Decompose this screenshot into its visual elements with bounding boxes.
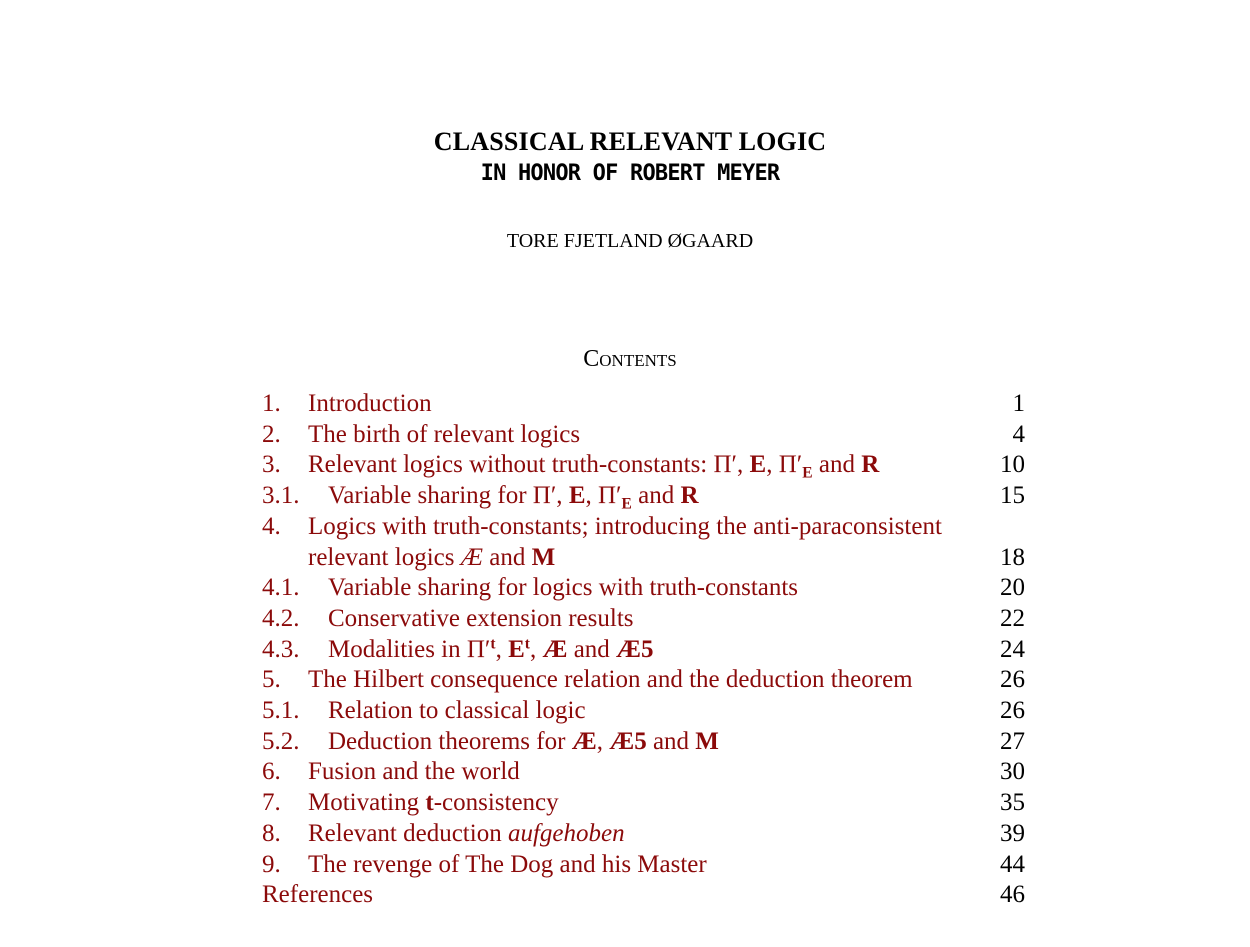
toc-entry-number: 5. xyxy=(262,666,281,694)
toc-entry-page: 35 xyxy=(1000,789,1025,817)
toc-entry-page: 24 xyxy=(1000,635,1025,663)
toc-entry-title[interactable]: References xyxy=(262,881,374,909)
toc-entry-page: 10 xyxy=(1000,451,1025,479)
toc-entry-page: 26 xyxy=(1000,697,1025,725)
paper-author: TORE FJETLAND ØGAARD xyxy=(506,230,754,252)
toc-entry-conservative-extension[interactable] xyxy=(262,604,1025,635)
toc-entry-hilbert-consequence[interactable] xyxy=(262,665,1025,696)
toc-entry-number: 8. xyxy=(262,819,281,847)
toc-entry-page: 1 xyxy=(1012,390,1025,417)
toc-entry-page: 27 xyxy=(1000,727,1025,755)
toc-entry-variable-sharing[interactable] xyxy=(262,481,1025,512)
toc-entry-title[interactable]: Variable sharing for Π′, E, $\Pi'_E$ and R xyxy=(328,482,699,513)
toc-entry-variable-sharing-truth-constants[interactable] xyxy=(262,573,1025,604)
paper-subtitle: IN HONOR OF ROBERT MEYER xyxy=(480,161,780,186)
toc-entry-title[interactable]: Introduction xyxy=(308,390,432,417)
toc-entry-number: 3. xyxy=(262,451,281,479)
toc-entry-number: 5.2. xyxy=(262,727,300,755)
toc-entry-title[interactable]: The revenge of The Dog and his Master xyxy=(308,850,707,878)
toc-entry-page: 22 xyxy=(1000,604,1025,632)
toc-entry-page: 26 xyxy=(1000,666,1025,694)
toc-entry-title[interactable]: Variable sharing for logics with truth-constants xyxy=(328,574,799,602)
toc-entry-page: 18 xyxy=(1000,543,1025,571)
toc-entry-page: 20 xyxy=(1000,574,1025,602)
toc-entry-logics-without-truth-constants[interactable] xyxy=(262,450,1025,481)
toc-entry-page: 39 xyxy=(1000,819,1025,847)
toc-entry-number: 4. xyxy=(262,512,281,540)
toc-entry-title[interactable]: Logics with truth-constants; introducing the anti-paraconsistent xyxy=(308,512,942,540)
toc-entry-title[interactable]: The birth of relevant logics xyxy=(308,420,581,448)
toc-entry-title[interactable]: Relation to classical logic xyxy=(328,697,586,725)
toc-entry-page: 4 xyxy=(1012,420,1025,448)
toc-entry-number: 5.1. xyxy=(262,697,300,725)
toc-entry-number: 3.1. xyxy=(262,482,300,510)
paper-title: CLASSICAL RELEVANT LOGIC xyxy=(433,127,827,156)
toc-entry-title[interactable]: Relevant logics without truth-constants: Π′, E, $\Pi'_E$ and R xyxy=(308,451,880,482)
toc-entry-title[interactable]: Deduction theorems for Æ, Æ5 and M xyxy=(328,727,719,755)
contents-heading: Contents xyxy=(583,346,677,372)
toc-entry-title[interactable]: Modalities in $\Pi'^t$, $E^t$, Æ and Æ5 xyxy=(328,635,654,663)
toc-entry-modalities[interactable] xyxy=(262,635,1025,666)
toc-entry-number: 4.3. xyxy=(262,635,300,663)
toc-entry-birth-of-relevant-logics[interactable] xyxy=(262,420,1025,451)
toc-entry-title[interactable]: Motivating t-consistency xyxy=(308,789,559,817)
toc-entry-page: 46 xyxy=(1000,881,1025,909)
toc-entry-page: 15 xyxy=(1000,482,1025,510)
toc-entry-page: 44 xyxy=(1000,850,1025,878)
toc-entry-relation-classical-logic[interactable] xyxy=(262,696,1025,727)
toc-entry-number: 4.1. xyxy=(262,574,300,602)
toc-entry-number: 4.2. xyxy=(262,604,300,632)
toc-entry-fusion[interactable] xyxy=(262,757,1025,788)
toc-entry-title-continued[interactable]: relevant logics Æ and M xyxy=(308,543,556,571)
toc-entry-logics-with-truth-constants[interactable] xyxy=(262,512,1025,543)
toc-entry-number: 7. xyxy=(262,789,281,817)
toc-entry-t-consistency[interactable] xyxy=(262,788,1025,819)
toc-entry-references[interactable] xyxy=(262,880,1025,911)
toc-entry-number: 2. xyxy=(262,420,281,448)
toc-entry-introduction[interactable] xyxy=(262,389,1025,420)
toc-entry-number: 9. xyxy=(262,850,281,878)
toc-entry-title[interactable]: The Hilbert consequence relation and the deduction theorem xyxy=(308,666,913,694)
toc-entry-deduction-theorems[interactable] xyxy=(262,727,1025,758)
table-of-contents xyxy=(262,389,1025,911)
toc-entry-logics-with-truth-constants-continued[interactable] xyxy=(262,543,1025,574)
toc-entry-title[interactable]: Conservative extension results xyxy=(328,604,634,632)
toc-entry-number: 1. xyxy=(262,390,281,417)
toc-entry-revenge[interactable] xyxy=(262,850,1025,881)
toc-entry-relevant-deduction[interactable] xyxy=(262,819,1025,850)
toc-entry-title[interactable]: Fusion and the world xyxy=(308,758,520,786)
toc-entry-page: 30 xyxy=(1000,758,1025,786)
toc-entry-title[interactable]: Relevant deduction aufgehoben xyxy=(308,819,625,847)
toc-entry-number: 6. xyxy=(262,758,281,786)
